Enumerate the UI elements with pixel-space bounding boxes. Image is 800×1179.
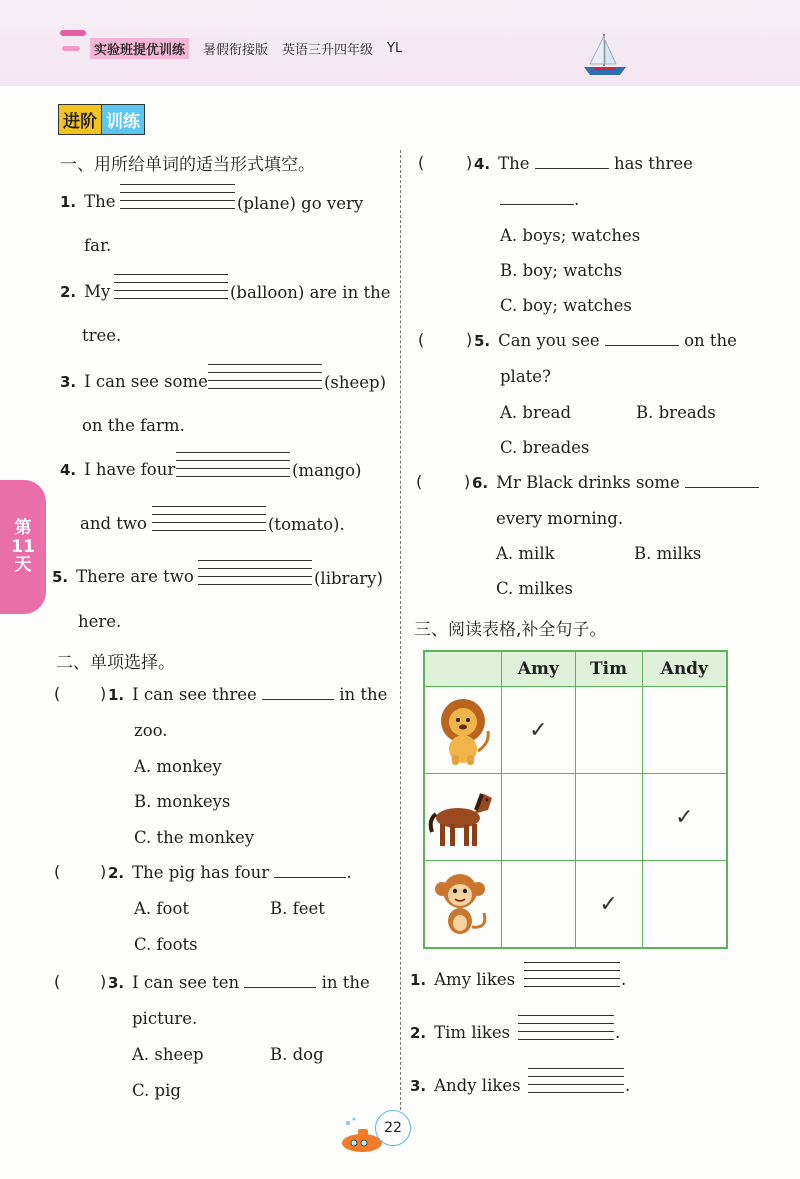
s3-sentence2-blank[interactable] [518,1015,614,1039]
q4-line2 [500,190,579,209]
s1-item4-blank1[interactable] [176,452,290,476]
q2-paren-open: ( [54,862,61,881]
section2-title: 二、单项选择。 [56,653,175,673]
q4-option-c: C. boy; watches [500,296,632,315]
table-row [424,861,727,949]
q3-stem-text: I can see ten [132,973,240,992]
row-monkey-image [424,861,502,949]
s1-item1 [60,192,116,211]
q5-num: 5. [474,332,491,350]
cell-monkey-andy [642,861,727,949]
s3-sentence2-text: Tim likes [434,1023,511,1042]
q2-stem-end: . [346,863,352,882]
q2-num: 2. [108,864,125,882]
brand-title: 实验班提优训练 [90,38,189,59]
horse-icon [426,780,500,854]
cell-lion-amy: ✓ [502,687,576,774]
q1-option-b: B. monkeys [134,792,231,811]
header [60,38,402,59]
q6-paren-open: ( [416,472,423,491]
s1-item4-mid: and two [80,514,147,533]
q1-num: 1. [108,686,125,704]
s1-item1-after: far. [84,236,112,255]
col-tim: Tim [575,651,642,687]
s1-item3-after: on the farm. [82,416,185,435]
s1-item1-num: 1. [60,193,77,211]
s3-sentence3 [410,1076,521,1095]
q6-option-c: C. milkes [496,579,573,598]
q3-stem [108,973,370,992]
row-horse-image [424,774,502,861]
q3-paren-close[interactable]: ) [100,972,107,991]
q5-stem-end: on the [684,331,737,350]
s1-item5-before: There are two [76,567,194,586]
q3-blank [244,987,316,988]
q4-option-b: B. boy; watchs [500,261,623,280]
q6-num: 6. [472,474,489,492]
table-corner [424,651,502,687]
s1-item4-blank2[interactable] [152,506,266,530]
cell-monkey-tim: ✓ [575,861,642,949]
code: YL [387,41,403,56]
q1-stem2: zoo. [134,721,168,740]
q2-option-c: C. foots [134,935,198,954]
q4-stem-text: The [498,154,530,173]
section1-title: 一、用所给单词的适当形式填空。 [60,155,315,175]
table-row [424,774,727,861]
q5-stem [474,331,737,350]
s3-sentence1-num: 1. [410,971,427,989]
cell-monkey-amy [502,861,576,949]
q3-paren-open: ( [54,972,61,991]
q5-paren-open: ( [418,330,425,349]
q6-paren-close[interactable]: ) [464,472,471,491]
q5-option-a: A. bread [500,403,572,422]
edition: 暑假衔接版 [203,43,269,58]
s1-item5-hint: (library) [314,569,383,588]
q4-paren-close[interactable]: ) [466,153,473,172]
q3-num: 3. [108,974,125,992]
q4-num: 4. [474,155,491,173]
s3-sentence1-period: . [621,970,627,989]
col-andy: Andy [642,651,727,687]
cell-horse-andy: ✓ [642,774,727,861]
page-number: 22 [375,1110,411,1146]
s3-sentence1-blank[interactable] [524,962,620,986]
q6-option-b: B. milks [634,544,702,563]
s1-item3-num: 3. [60,373,77,391]
s1-item4-num: 4. [60,461,77,479]
s1-item2 [60,282,110,301]
s1-item3-hint: (sheep) [324,373,387,392]
q6-option-a: A. milk [496,544,555,563]
q1-paren-open: ( [54,684,61,703]
day-tab-line2: 11 [11,536,35,557]
s1-item4-before: I have four [84,460,176,479]
day-tab-line1: 第 [14,517,32,538]
q2-option-a: A. foot [134,899,190,918]
q1-option-a: A. monkey [134,757,222,776]
s3-sentence3-text: Andy likes [434,1076,521,1095]
q5-stem2: plate? [500,367,551,386]
q5-paren-close[interactable]: ) [466,330,473,349]
cell-lion-andy [642,687,727,774]
s3-sentence2-num: 2. [410,1024,427,1042]
q6-blank [685,487,759,488]
monkey-icon [426,867,500,941]
section3-title: 三、阅读表格,补全句子。 [414,620,607,640]
s3-sentence2 [410,1023,510,1042]
section-badge [58,104,145,135]
q1-stem-text: I can see three [132,685,257,704]
s3-sentence1-text: Amy likes [434,970,516,989]
q3-option-b: B. dog [270,1045,324,1064]
q4-blank1 [535,168,609,169]
s1-item1-blank[interactable] [120,184,235,208]
s1-item4 [60,460,175,479]
cell-horse-amy [502,774,576,861]
s1-item5-after: here. [78,612,122,631]
sailboat-icon [580,30,630,80]
q2-stem-text: The pig has four [132,863,270,882]
s1-item3-blank[interactable] [208,364,322,388]
q2-paren-close[interactable]: ) [100,862,107,881]
q6-stem [472,473,759,492]
q5-option-b: B. breads [636,403,716,422]
s1-item5-blank[interactable] [198,560,312,584]
cell-lion-tim [575,687,642,774]
q1-stem-end: in the [339,685,388,704]
s3-sentence2-period: . [615,1023,621,1042]
row-lion-image [424,687,502,774]
s3-sentence3-period: . [625,1076,631,1095]
day-tab [0,480,46,614]
brand-mark [60,30,86,36]
q1-stem [108,685,387,704]
s1-item3-before: I can see some [84,372,208,391]
lion-icon [426,693,500,767]
q4-stem [474,154,693,173]
s1-item1-hint: (plane) go very [237,194,364,213]
q4-option-a: A. boys; watches [500,226,641,245]
cell-horse-tim [575,774,642,861]
q6-stem-text: Mr Black drinks some [496,473,680,492]
s1-item2-before: My [84,282,111,301]
s3-sentence3-blank[interactable] [528,1068,624,1092]
q3-stem2: picture. [132,1009,198,1028]
s3-sentence1 [410,970,515,989]
q1-blank [262,699,334,700]
q3-option-c: C. pig [132,1081,181,1100]
s1-item5 [52,567,194,586]
q3-stem-end: in the [321,973,370,992]
s1-item3 [60,372,208,391]
col-amy: Amy [502,651,576,687]
q1-option-c: C. the monkey [134,828,255,847]
badge-part2: 训练 [102,104,145,135]
q2-blank [274,877,346,878]
s1-item2-blank[interactable] [114,274,228,298]
s1-item5-num: 5. [52,568,69,586]
q1-paren-close[interactable]: ) [100,684,107,703]
s1-item2-hint: (balloon) are in the [230,283,391,302]
s3-sentence3-num: 3. [410,1077,427,1095]
q6-stem2: every morning. [496,509,624,528]
badge-part1: 进阶 [58,104,102,135]
q4-stem2: . [574,190,580,209]
q5-stem-text: Can you see [498,331,600,350]
q2-option-b: B. feet [270,899,325,918]
q5-blank [605,345,679,346]
q3-option-a: A. sheep [132,1045,204,1064]
q5-option-c: C. breades [500,438,590,457]
table-row [424,687,727,774]
s1-item1-before: The [84,192,116,211]
q4-blank2 [500,204,574,205]
likes-table [423,650,728,949]
s1-item2-num: 2. [60,283,77,301]
day-tab-line3: 天 [14,555,32,576]
q4-stem-end: has three [614,154,693,173]
s1-item4-hint2: (tomato). [268,515,345,534]
subject: 英语三升四年级 [282,43,374,58]
q2-stem [108,863,352,882]
q4-paren-open: ( [418,153,425,172]
column-divider [400,150,401,1110]
table-header-row [424,651,727,687]
s1-item2-after: tree. [82,326,122,345]
s1-item4-hint: (mango) [292,461,362,480]
